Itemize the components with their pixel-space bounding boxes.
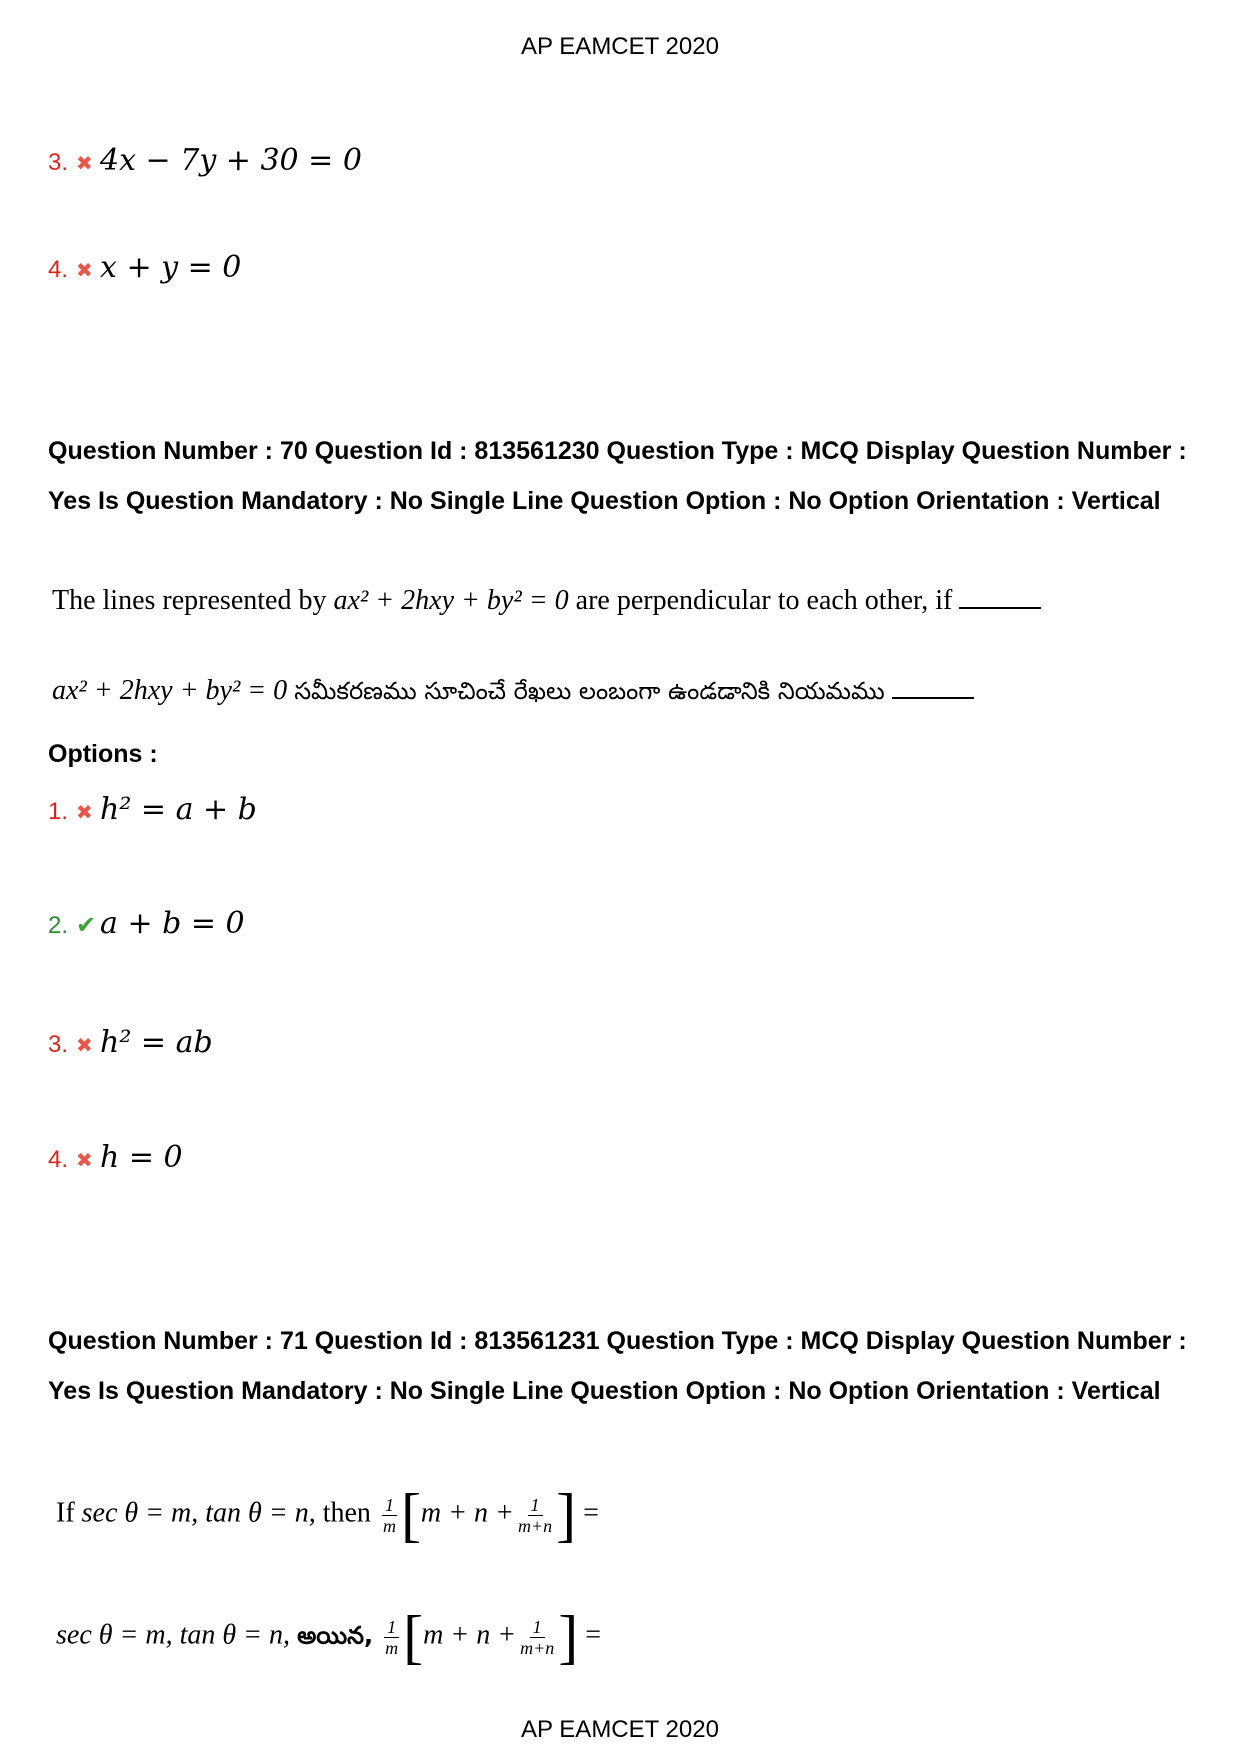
option-text: h² = a + b — [100, 792, 257, 827]
fraction — [518, 1495, 552, 1536]
option-4[interactable] — [48, 1140, 183, 1175]
fraction — [384, 1617, 399, 1658]
option-1[interactable] — [48, 792, 257, 827]
cross-icon: ✖ — [76, 1150, 93, 1172]
equation: ax² + 2hxy + by² = 0 — [333, 585, 569, 616]
option-text: h = 0 — [100, 1140, 183, 1175]
option-3[interactable] — [48, 1025, 213, 1060]
equals: = — [585, 1619, 602, 1651]
option-number: 1. — [48, 798, 69, 825]
question-70-english — [52, 585, 1041, 617]
denominator: m — [385, 1637, 399, 1658]
fraction — [520, 1617, 554, 1658]
telugu-text: సమీకరణము సూచించే రేఖలు లంబంగా ఉండడానికి నియమము — [294, 677, 885, 705]
numerator: 1 — [528, 1495, 543, 1516]
right-bracket: ] — [556, 1482, 577, 1548]
option-text: x + y = 0 — [100, 250, 242, 285]
question-71-meta: Question Number : 71 Question Id : 813561231 Question Type : MCQ Display Question Number : Yes Is Question Mandatory : No Single Line Question Option : No Option Orientation : Vertical — [48, 1327, 1187, 1405]
option-2[interactable] — [48, 906, 245, 941]
option-number: 4. — [48, 256, 69, 283]
answer-blank — [959, 606, 1041, 609]
numerator: 1 — [384, 1617, 399, 1638]
cross-icon: ✖ — [76, 260, 93, 282]
left-bracket: [ — [400, 1482, 421, 1548]
question-text: then — [322, 1497, 371, 1529]
telugu-text: అయిన, — [297, 1621, 374, 1650]
option-number: 3. — [48, 149, 69, 176]
question-text: The lines represented by — [52, 585, 327, 616]
question-71-english — [56, 1482, 599, 1548]
cross-icon: ✖ — [76, 153, 93, 175]
page-header: AP EAMCET 2020 — [521, 33, 719, 60]
fraction — [382, 1495, 397, 1536]
denominator: m+n — [520, 1637, 555, 1658]
options-label: Options : — [48, 740, 158, 768]
page-footer: AP EAMCET 2020 — [521, 1716, 719, 1743]
left-bracket: [ — [403, 1604, 424, 1670]
expression: m + n + — [423, 1619, 517, 1651]
option-number: 2. — [48, 912, 69, 939]
question-text: If — [56, 1497, 75, 1529]
question-70-telugu — [52, 675, 974, 711]
option-number: 4. — [48, 1146, 69, 1173]
numerator: 1 — [382, 1495, 397, 1516]
equation: ax² + 2hxy + by² = 0 — [52, 675, 288, 706]
question-text: are perpendicular to each other, if — [575, 585, 953, 616]
right-bracket: ] — [558, 1604, 579, 1670]
numerator: 1 — [530, 1617, 545, 1638]
option-text: 4x − 7y + 30 = 0 — [100, 143, 362, 178]
expression: m + n + — [420, 1497, 514, 1529]
denominator: m+n — [517, 1515, 553, 1536]
option-4 — [48, 250, 241, 285]
condition: sec θ = m, tan θ = n, — [81, 1497, 316, 1529]
denominator: m — [382, 1515, 396, 1536]
option-number: 3. — [48, 1031, 69, 1058]
option-text: h² = ab — [100, 1025, 213, 1060]
cross-icon: ✖ — [76, 1035, 93, 1057]
answer-blank — [892, 696, 974, 699]
option-3 — [48, 143, 362, 178]
question-71-telugu — [56, 1604, 602, 1670]
question-70-meta: Question Number : 70 Question Id : 813561230 Question Type : MCQ Display Question Number : Yes Is Question Mandatory : No Single Line Question Option : No Option Orientation : Vertical — [48, 437, 1187, 515]
check-icon: ✔ — [76, 912, 97, 939]
option-text: a + b = 0 — [100, 906, 245, 941]
condition: sec θ = m, tan θ = n, — [56, 1619, 291, 1651]
equals: = — [583, 1497, 599, 1529]
cross-icon: ✖ — [76, 802, 93, 824]
